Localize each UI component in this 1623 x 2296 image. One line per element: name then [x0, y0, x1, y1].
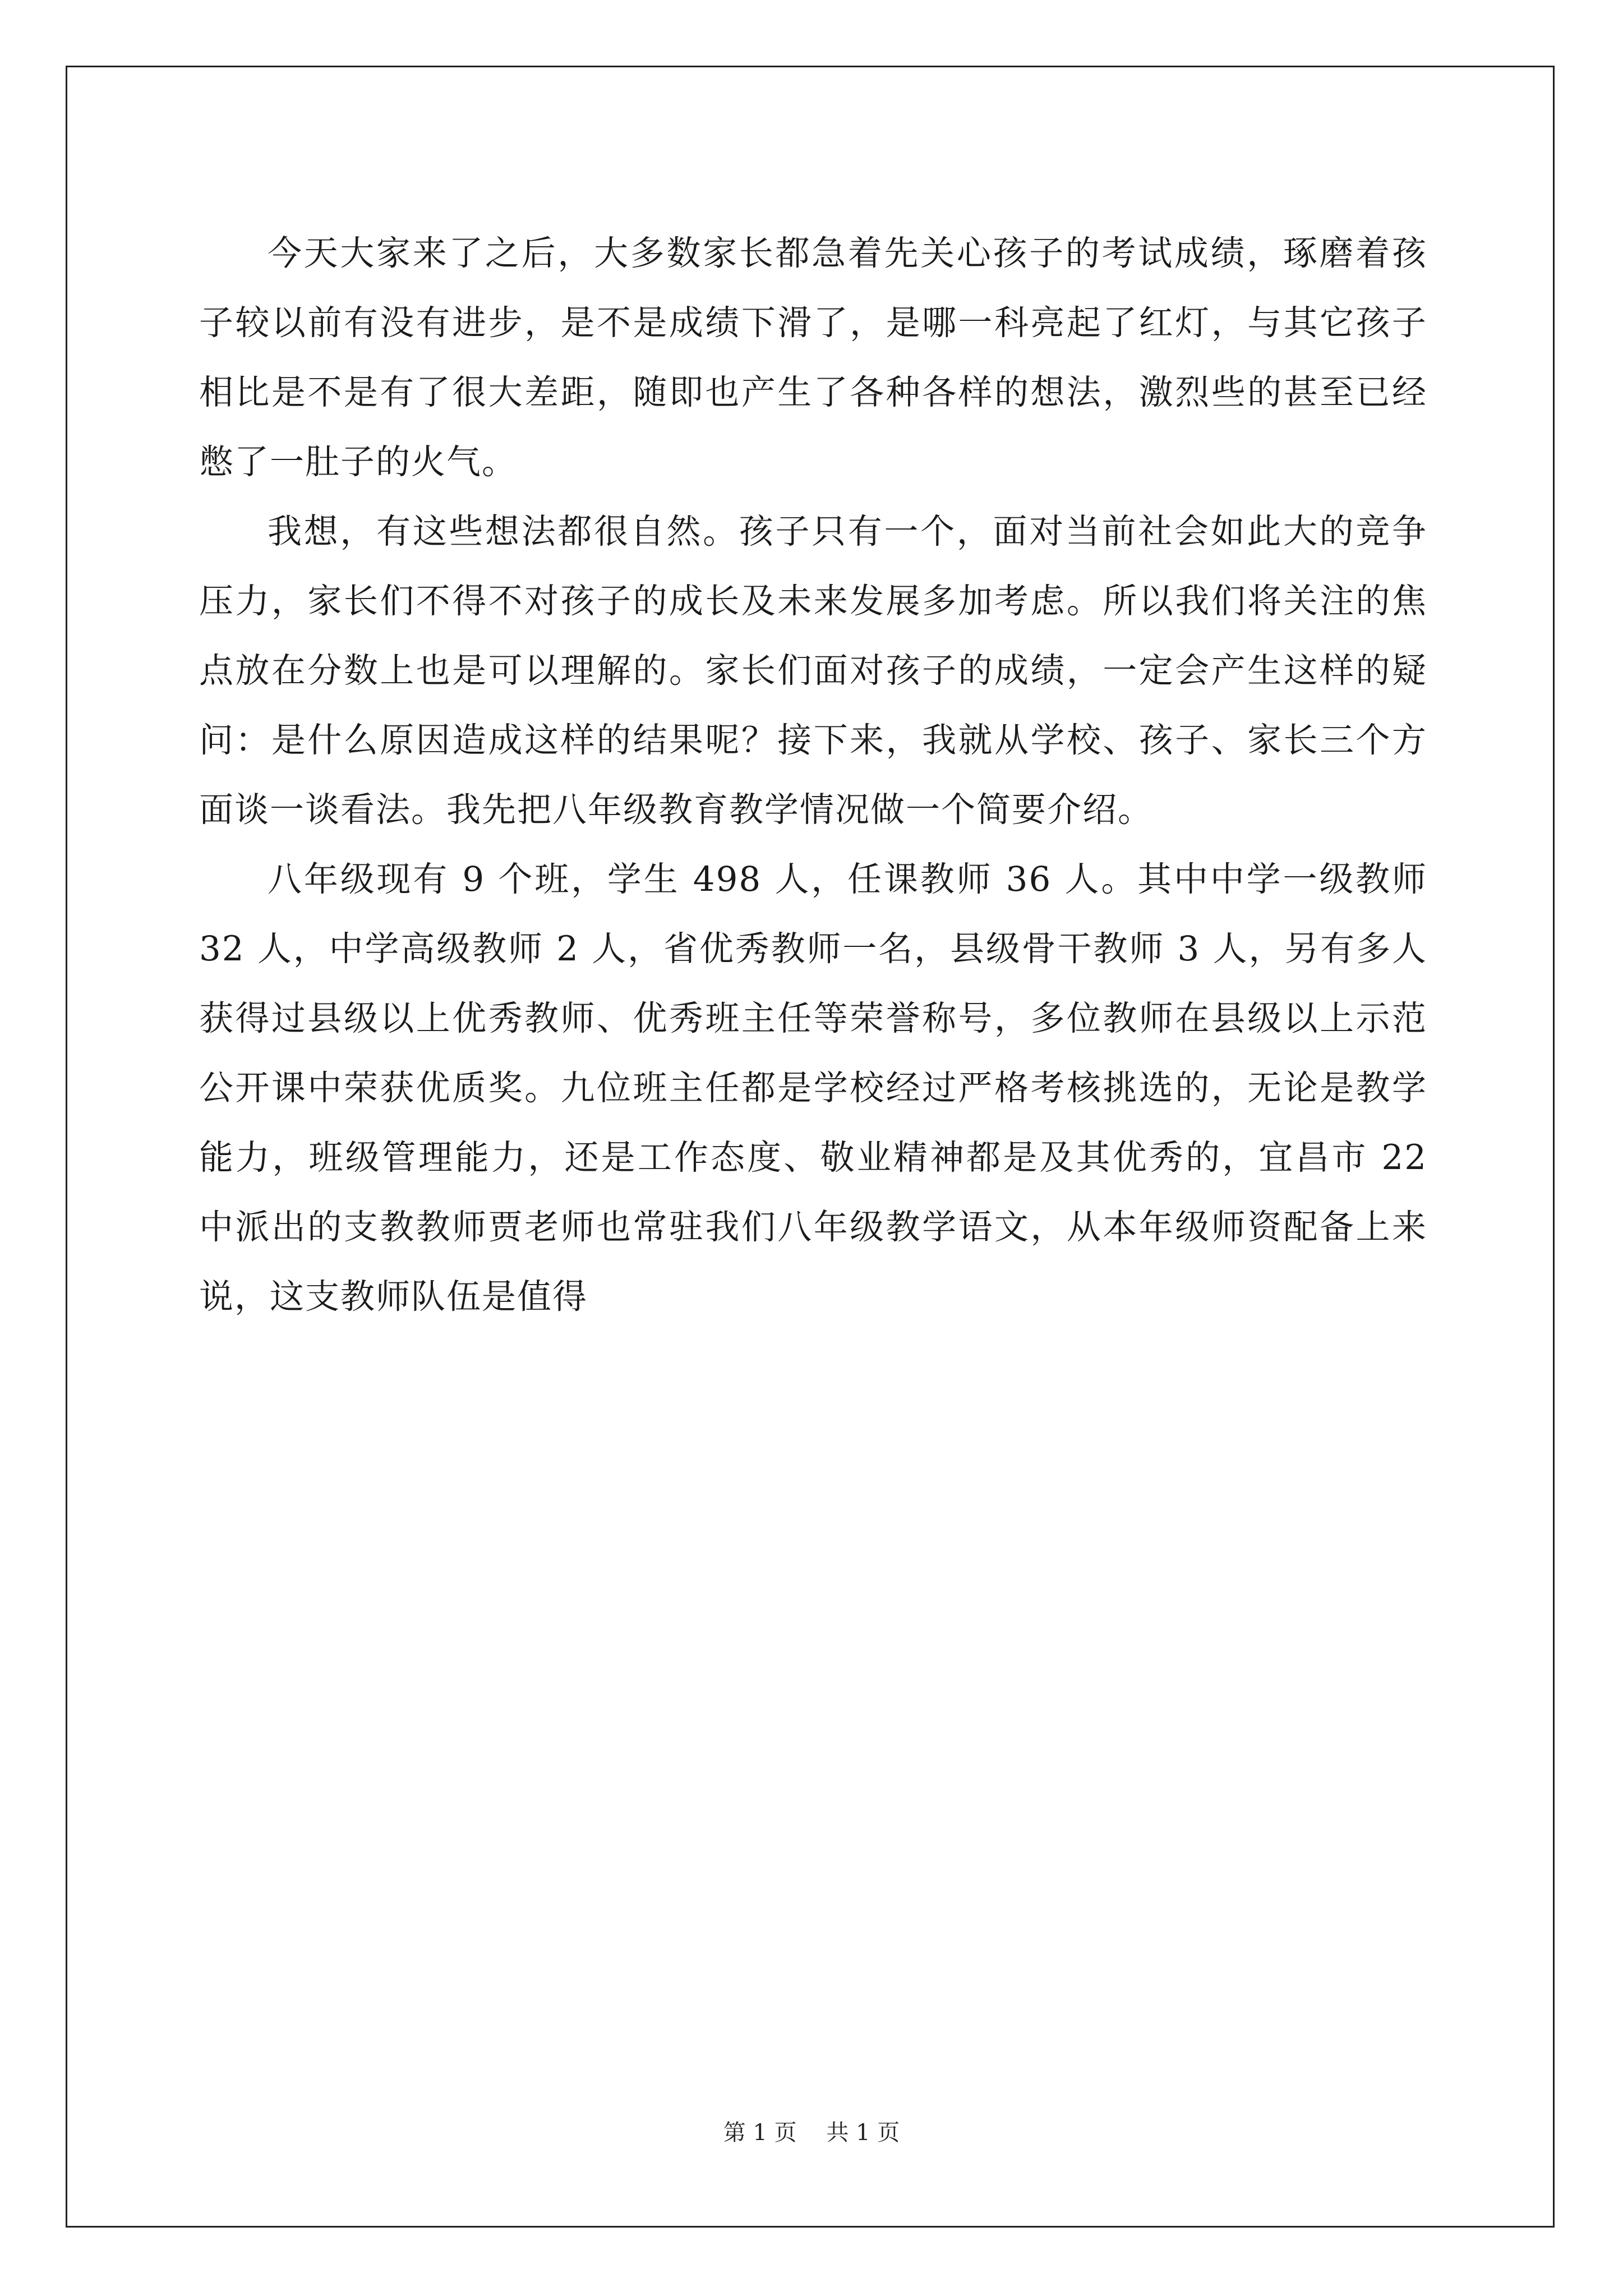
page-number: 第 1 页	[723, 2120, 797, 2146]
document-body	[199, 219, 1427, 1332]
page-footer	[0, 2115, 1623, 2147]
paragraph-3: 八年级现有 9 个班，学生 498 人，任课教师 36 人。其中中学一级教师 32 人，中学高级教师 2 人，省优秀教师一名，县级骨干教师 3 人，另有多人获得过县级以上优秀教师、优秀班主任等荣誉称号，多位教师在县级以上示范公开课中荣获优质奖。九位班主任都是学校经过严格考核挑选的，无论是教学能力，班级管理能力，还是工作态度、敬业精神都是及其优秀的，宜昌市 22 中派出的支教教师贾老师也常驻我们八年级教学语文，从本年级师资配备上来说，这支教师队伍是值得	[199, 859, 1427, 1317]
paragraph-2: 我想，有这些想法都很自然。孩子只有一个，面对当前社会如此大的竞争压力，家长们不得不对孩子的成长及未来发展多加考虑。所以我们将关注的焦点放在分数上也是可以理解的。家长们面对孩子的成绩，一定会产生这样的疑问：是什么原因造成这样的结果呢？接下来，我就从学校、孩子、家长三个方面谈一谈看法。我先把八年级教育教学情况做一个简要介绍。	[199, 512, 1427, 830]
paragraph-1: 今天大家来了之后，大多数家长都急着先关心孩子的考试成绩，琢磨着孩子较以前有没有进步，是不是成绩下滑了，是哪一科亮起了红灯，与其它孩子相比是不是有了很大差距，随即也产生了各种各样的想法，激烈些的甚至已经憋了一肚子的火气。	[199, 233, 1427, 482]
page-total: 共 1 页	[826, 2120, 900, 2146]
